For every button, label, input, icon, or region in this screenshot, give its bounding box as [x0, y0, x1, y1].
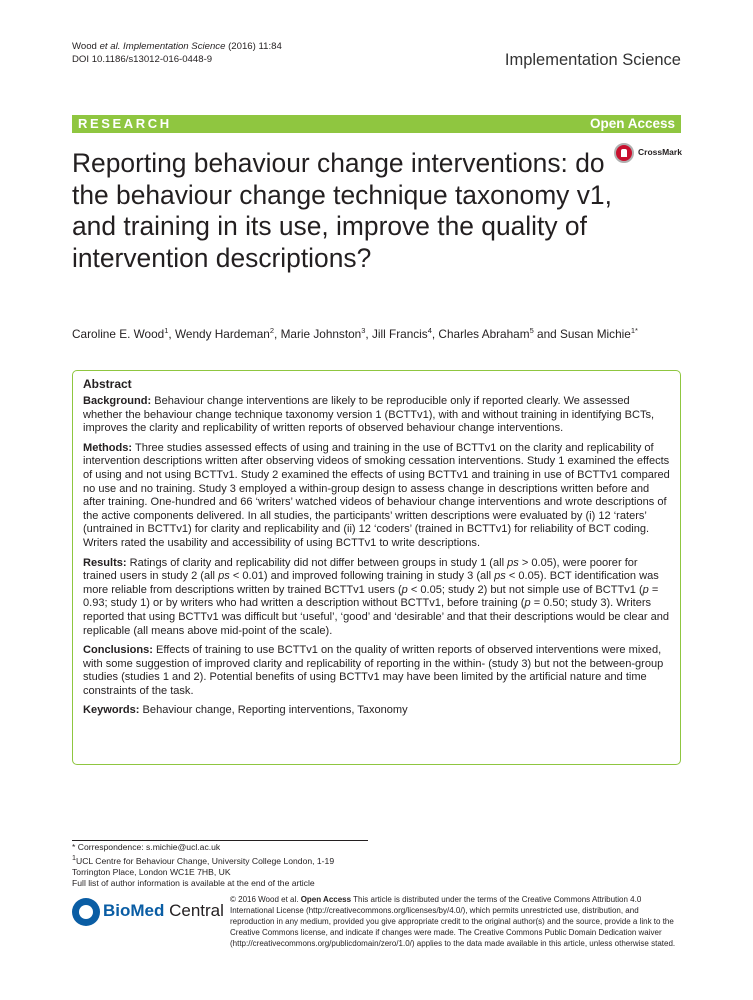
affiliation: $^1$UCL Centre for Behaviour Change, University College London, 1-19 Torrington Place, London WC1E 7HB, UK	[72, 854, 335, 878]
citation-header	[72, 40, 282, 66]
abstract-background: Background: Behaviour change interventions are likely to be reproducible only if reported clearly. We assessed whether the behaviour change technique taxonomy version 1 (BCTTv1), with and without training in identifying BCTs, improves the clarity and replicability of written reports of observed behaviour change interventions.	[83, 395, 655, 435]
biomed-central-logo-icon	[72, 898, 100, 926]
publisher-name: BioMed Central	[103, 901, 224, 920]
footnotes	[72, 842, 372, 889]
author-separator: ,	[431, 326, 439, 341]
crossmark-icon	[614, 143, 634, 163]
author-separator: ,	[168, 326, 175, 341]
abstract-box	[72, 370, 681, 765]
author[interactable]: Susan Michie$^{1*}$	[560, 326, 638, 341]
abstract-conclusions: Conclusions: Effects of training to use BCTTv1 on the quality of written reports of observed interventions were mixed, with some suggestion of improved clarity and replicability of reporting in the within- (study 3) but not the between-group studies (studies 1 and 2). Potential benefits of using BCTTv1 may have been limited by the artificial nature and time constraints of the task.	[83, 644, 664, 697]
author[interactable]: Jill Francis$^4$	[371, 326, 432, 341]
author-info-note: Full list of author information is available at the end of the article	[72, 878, 315, 889]
article-type-label: RESEARCH	[78, 116, 172, 131]
open-access-label: Open Access	[589, 116, 675, 131]
journal-name: Implementation Science	[504, 51, 681, 69]
abstract-keywords: Keywords: Behaviour change, Reporting interventions, Taxonomy	[83, 704, 408, 717]
correspondence[interactable]: * Correspondence: s.michie@ucl.ac.uk	[72, 842, 221, 852]
citation-journal: Implementation Science	[120, 41, 226, 52]
crossmark-badge[interactable]	[614, 143, 686, 167]
doi[interactable]: DOI 10.1186/s13012-016-0448-9	[72, 54, 213, 65]
author-separator: and	[533, 326, 560, 341]
biomed-central-logo[interactable]	[72, 898, 224, 928]
author-separator: ,	[365, 326, 372, 341]
abstract-heading: Abstract	[83, 377, 132, 391]
citation-line	[72, 40, 282, 53]
author[interactable]: Marie Johnston$^3$	[280, 326, 366, 341]
author[interactable]: Wendy Hardeman$^2$	[174, 326, 275, 341]
author-list	[72, 326, 638, 341]
article-title: Reporting behaviour change interventions: do the behaviour change technique taxonomy v1, and training in its use, improve the quality of intervention descriptions?	[72, 148, 612, 273]
article-type-banner	[72, 115, 681, 133]
citation-authors: Wood	[72, 41, 100, 52]
crossmark-label: CrossMark	[638, 147, 682, 157]
citation-volume: (2016) 11:84	[225, 41, 282, 52]
license-text: © 2016 Wood et al. Open Access This article is distributed under the terms of the Creative Commons Attribution 4.0 International License (http://creativecommons.org/licenses/by/4.0/), which permits unrestricted use, distribution, and reproduction in any medium, provided you give appropriate credit to the original author(s) and the source, provide a link to the Creative Commons license, and indicate if changes were made. The Creative Commons Public Domain Dedication waiver (http://creativecommons.org/publicdomain/zero/1.0/) applies to the data made available in this article, unless otherwise stated.	[230, 895, 676, 948]
author[interactable]: Caroline E. Wood$^1$	[72, 326, 169, 341]
author-separator: ,	[274, 326, 281, 341]
footnote-divider	[72, 840, 368, 841]
author[interactable]: Charles Abraham$^5$	[438, 326, 534, 341]
citation-etal: et al.	[99, 41, 121, 52]
abstract-methods: Methods: Three studies assessed effects of using and training in the use of BCTTv1 on the clarity and replicability of intervention descriptions written after observing videos of smoking cessation interventions. Study 1 examined the effects of using and not using BCTTv1. Study 2 examined the effects of using BCTTv1 and training in use of BCTTv1 compared no use and no training. Study 3 employed a within-group design to assess change in descriptions written before and after training. One-hundred and 66 ‘writers’ watched videos of behaviour change interventions and wrote descriptions of the active components delivered. In all studies, the participants’ written descriptions were evaluated by (i) 12 ‘raters’ (untrained in BCTTv1) for clarity and replicability and (ii) 12 ‘coders’ (trained in BCTTv1) for reliability of BCT coding. Writers rated the usability and accessibility of using BCTTv1 to write descriptions.	[83, 441, 670, 549]
abstract-results: Results: Ratings of clarity and replicability did not differ between groups in study 1 (all ps > 0.05), were poorer for trained users in study 2 (all ps < 0.01) and improved following training in study 3 (all ps < 0.05). BCT identification was more reliable from descriptions written by trained BCTTv1 users (p < 0.05; study 2) but not simple use of BCTTv1 (p = 0.93; study 1) or by writers who had written a description without BCTTv1, before training (p = 0.50; study 3). Writers reported that using BCTTv1 was difficult but ‘useful’, ‘good’ and ‘desirable’ and that their descriptions would be clear and replicable (all means above mid-point of the scale).	[83, 556, 670, 637]
